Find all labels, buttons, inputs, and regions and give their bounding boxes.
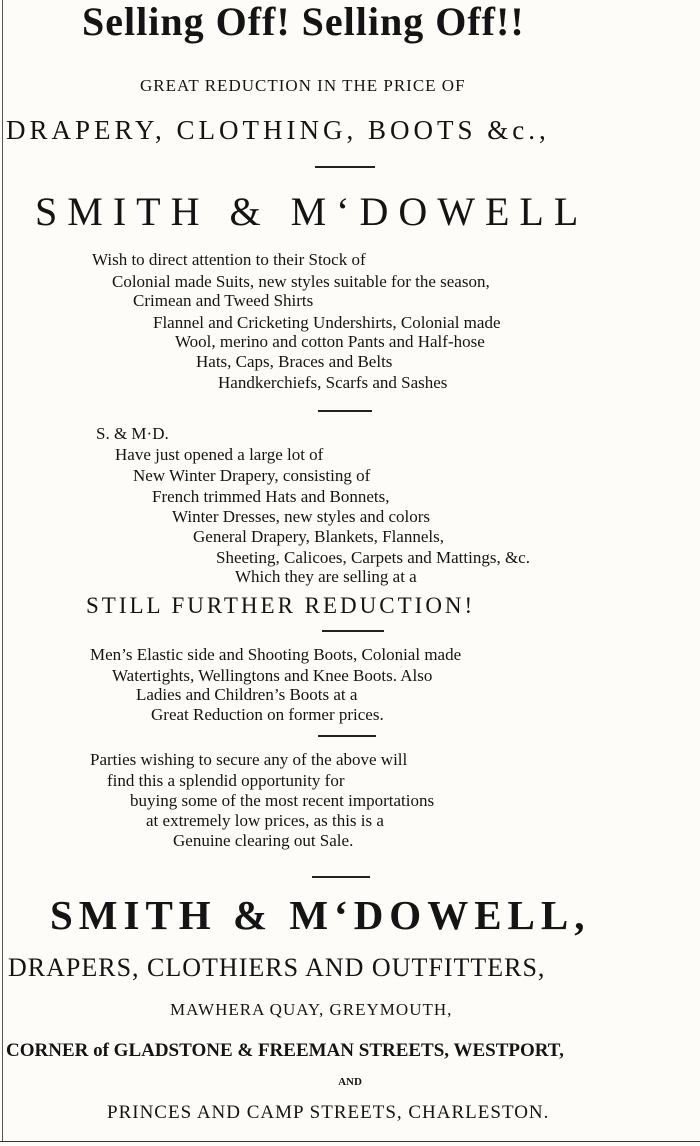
boots-line: Great Reduction on former prices. bbox=[151, 705, 384, 724]
divider-rule bbox=[318, 735, 376, 737]
divider-rule bbox=[315, 166, 375, 168]
drapery-line: Winter Dresses, new styles and colors bbox=[172, 507, 431, 526]
boots-line: Men’s Elastic side and Shooting Boots, Colonial made bbox=[90, 645, 462, 664]
stock-line: Handkerchiefs, Scarfs and Sashes bbox=[218, 373, 448, 392]
trade-line: DRAPERS, CLOTHIERS AND OUTFITTERS, bbox=[8, 953, 546, 982]
stock-line: Flannel and Cricketing Undershirts, Colonial made bbox=[153, 313, 501, 332]
drapery-line: French trimmed Hats and Bonnets, bbox=[152, 487, 390, 506]
divider-rule bbox=[322, 630, 384, 632]
drapery-line: Which they are selling at a bbox=[235, 567, 417, 586]
offer-line: Genuine clearing out Sale. bbox=[173, 831, 354, 850]
drapery-line: General Drapery, Blankets, Flannels, bbox=[193, 527, 444, 546]
firm-name-footer: SMITH & M‘DOWELL, bbox=[50, 892, 591, 938]
firm-name-top: SMITH & M‘DOWELL bbox=[35, 189, 589, 234]
drapery-line: Have just opened a large lot of bbox=[115, 445, 324, 464]
and-word: AND bbox=[338, 1076, 362, 1088]
reduction-banner: STILL FURTHER REDUCTION! bbox=[86, 593, 476, 618]
drapery-line: S. & M·D. bbox=[96, 424, 169, 443]
goods-heading: DRAPERY, CLOTHING, BOOTS &c., bbox=[6, 115, 550, 145]
headline: Selling Off! Selling Off!! bbox=[82, 0, 525, 44]
boots-line: Ladies and Children’s Boots at a bbox=[136, 685, 358, 704]
offer-line: at extremely low prices, as this is a bbox=[146, 811, 384, 830]
stock-line: Wish to direct attention to their Stock of bbox=[92, 250, 366, 269]
offer-line: find this a splendid opportunity for bbox=[107, 771, 345, 790]
address-greymouth: MAWHERA QUAY, GREYMOUTH, bbox=[170, 1000, 453, 1019]
drapery-line: New Winter Drapery, consisting of bbox=[133, 466, 371, 485]
offer-line: buying some of the most recent importations bbox=[130, 791, 435, 810]
stock-line: Hats, Caps, Braces and Belts bbox=[196, 352, 393, 371]
stock-line: Crimean and Tweed Shirts bbox=[133, 291, 314, 310]
offer-line: Parties wishing to secure any of the above will bbox=[90, 750, 408, 769]
address-westport: CORNER of GLADSTONE & FREEMAN STREETS, WESTPORT, bbox=[6, 1040, 564, 1061]
divider-rule bbox=[312, 876, 370, 878]
subheadline: GREAT REDUCTION IN THE PRICE OF bbox=[140, 76, 466, 95]
stock-line: Colonial made Suits, new styles suitable for the season, bbox=[112, 272, 490, 291]
address-charleston: PRINCES AND CAMP STREETS, CHARLESTON. bbox=[107, 1102, 550, 1123]
boots-line: Watertights, Wellingtons and Knee Boots. Also bbox=[112, 666, 433, 685]
divider-rule bbox=[318, 410, 372, 412]
bottom-rule bbox=[0, 1141, 700, 1142]
stock-line: Wool, merino and cotton Pants and Half-hose bbox=[175, 332, 485, 351]
drapery-line: Sheeting, Calicoes, Carpets and Mattings, &c. bbox=[216, 548, 530, 567]
